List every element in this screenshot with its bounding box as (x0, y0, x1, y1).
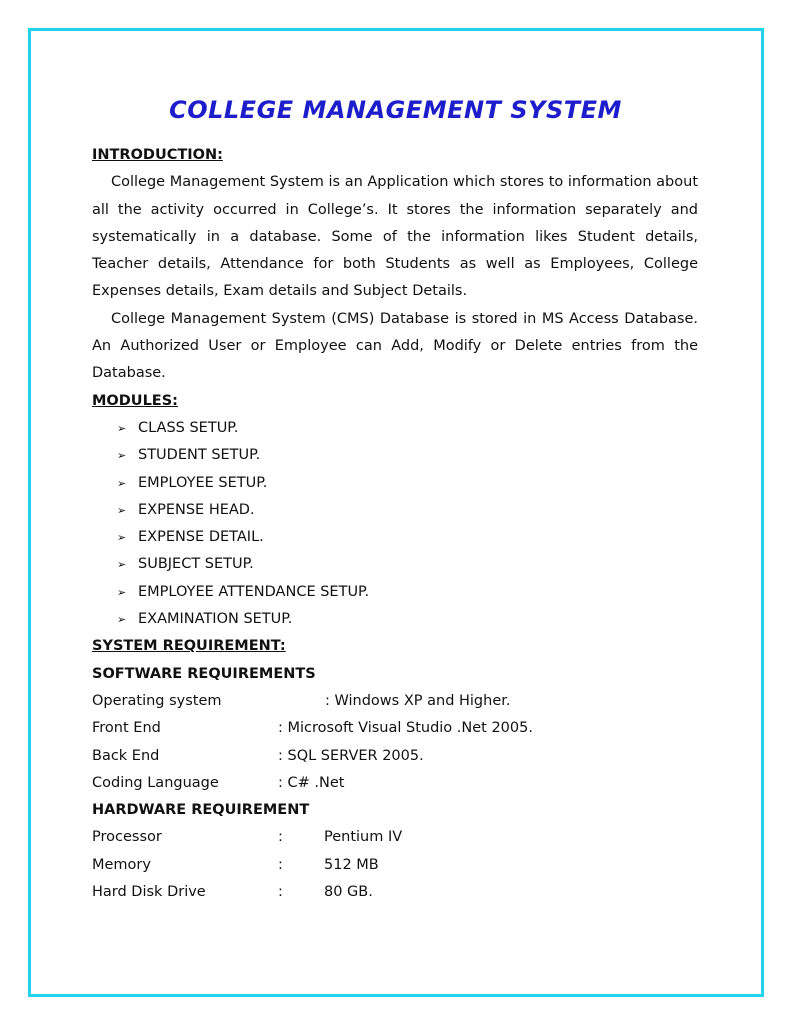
arrowhead-bullet-icon: ➢ (117, 585, 127, 599)
software-row (92, 770, 698, 797)
list-item (117, 470, 698, 497)
module-label: SUBJECT SETUP. (138, 556, 254, 573)
requirement-label: Back End (92, 747, 160, 764)
module-label: EXPENSE HEAD. (138, 501, 255, 518)
introduction-paragraph-1: College Management System is an Application which stores to information about all the activity occurred in College’s. It stores the information separately and systematically in a database. Some of the information likes Student details, Teacher details, Attendance for both Students as well as Employees, College Expenses details, Exam details and Subject Details. (92, 174, 699, 300)
module-label: CLASS SETUP. (138, 419, 239, 436)
list-item (117, 551, 698, 578)
requirement-value: : Microsoft Visual Studio .Net 2005. (278, 720, 533, 737)
hardware-row (92, 879, 698, 906)
requirement-separator: : (278, 856, 283, 873)
requirement-value: : Windows XP and Higher. (325, 692, 511, 709)
requirement-separator: : (278, 884, 283, 901)
requirement-label: Operating system (92, 692, 222, 709)
requirement-separator: : (278, 829, 283, 846)
module-label: EXPENSE DETAIL. (138, 529, 264, 546)
requirement-value: Pentium IV (324, 829, 403, 846)
list-item (117, 524, 698, 551)
module-label: STUDENT SETUP. (138, 447, 261, 464)
arrowhead-bullet-icon: ➢ (117, 531, 127, 545)
requirement-label: Memory (92, 856, 151, 873)
list-item (117, 606, 698, 633)
requirement-label: Front End (92, 720, 161, 737)
list-item (117, 497, 698, 524)
software-requirements-heading: SOFTWARE REQUIREMENTS (92, 665, 316, 682)
list-item (117, 442, 698, 469)
module-label: EMPLOYEE ATTENDANCE SETUP. (138, 583, 370, 600)
list-item (117, 579, 698, 606)
hardware-requirement-heading: HARDWARE REQUIREMENT (92, 802, 310, 819)
arrowhead-bullet-icon: ➢ (117, 503, 127, 517)
requirement-label: Hard Disk Drive (92, 884, 206, 901)
requirement-value: : SQL SERVER 2005. (278, 747, 424, 764)
arrowhead-bullet-icon: ➢ (117, 449, 127, 463)
document-title: COLLEGE MANAGEMENT SYSTEM (169, 96, 622, 124)
requirement-label: Processor (92, 829, 162, 846)
modules-heading: MODULES: (92, 392, 178, 409)
arrowhead-bullet-icon: ➢ (117, 613, 127, 627)
modules-list (92, 415, 698, 633)
software-row (92, 688, 698, 715)
hardware-row (92, 852, 698, 879)
arrowhead-bullet-icon: ➢ (117, 558, 127, 572)
hardware-row (92, 824, 698, 851)
module-label: EMPLOYEE SETUP. (138, 474, 268, 491)
introduction-paragraph-2: College Management System (CMS) Database is stored in MS Access Database. An Authorized User or Employee can Add, Modify or Delete entries from the Database. (92, 310, 698, 382)
list-item (117, 415, 698, 442)
software-row (92, 715, 698, 742)
requirement-value: 80 GB. (324, 884, 373, 901)
introduction-heading: INTRODUCTION: (92, 147, 223, 163)
arrowhead-bullet-icon: ➢ (117, 476, 127, 490)
requirement-label: Coding Language (92, 774, 219, 791)
requirement-value: : C# .Net (278, 774, 345, 791)
system-requirement-heading: SYSTEM REQUIREMENT: (92, 638, 286, 655)
document-body (92, 142, 698, 906)
requirement-value: 512 MB (324, 856, 379, 873)
arrowhead-bullet-icon: ➢ (117, 421, 127, 435)
software-row (92, 743, 698, 770)
module-label: EXAMINATION SETUP. (138, 611, 293, 628)
